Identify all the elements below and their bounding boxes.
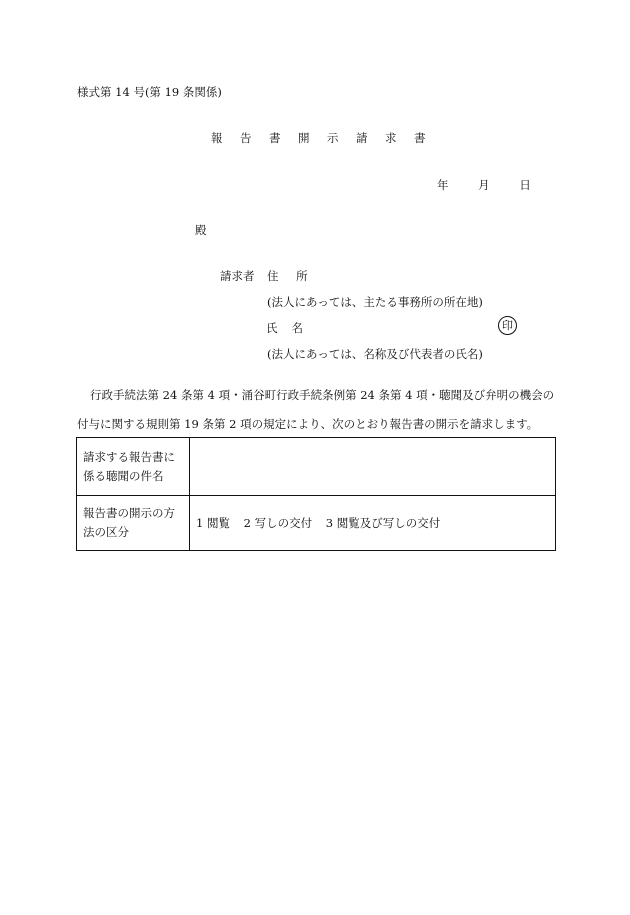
disclosure-method-label: 報告書の開示の方法の区分 [77, 496, 190, 551]
requester-label: 請求者 [220, 269, 255, 283]
date-year-label: 年 [437, 178, 449, 192]
option-copy-delivery[interactable]: 2 写しの交付 [243, 516, 313, 530]
form-number: 様式第 14 号(第 19 条関係) [77, 85, 222, 99]
hearing-subject-label: 請求する報告書に係る聴聞の件名 [77, 438, 190, 496]
date-day-label: 日 [519, 178, 531, 192]
seal-mark: 印 [498, 316, 517, 335]
name-label: 氏名 [266, 321, 317, 335]
date-row [437, 177, 531, 193]
address-label: 住 所 [267, 269, 315, 283]
disclosure-method-options [190, 496, 556, 551]
addressee-suffix: 殿 [195, 223, 207, 237]
address-note: (法人にあっては、主たる事務所の所在地) [267, 295, 483, 309]
document-title: 報告書開示請求書 [211, 131, 443, 145]
table-row-hearing-subject [77, 438, 556, 496]
date-month-label: 月 [478, 178, 490, 192]
table-row-disclosure-method [77, 496, 556, 551]
option-inspection[interactable]: 1 閲覧 [196, 516, 230, 530]
name-note: (法人にあっては、名称及び代表者の氏名) [267, 347, 483, 361]
hearing-subject-field[interactable] [190, 438, 556, 496]
option-inspection-and-copy[interactable]: 3 閲覧及び写しの交付 [325, 516, 441, 530]
body-text-line-2: 付与に関する規則第 19 条第 2 項の規定により、次のとおり報告書の開示を請求します。 [77, 417, 539, 431]
request-table [76, 437, 556, 551]
body-text-line-1: 行政手続法第 24 条第 4 項・涌谷町行政手続条例第 24 条第 4 項・聴聞及び弁明の機会の [90, 388, 555, 402]
